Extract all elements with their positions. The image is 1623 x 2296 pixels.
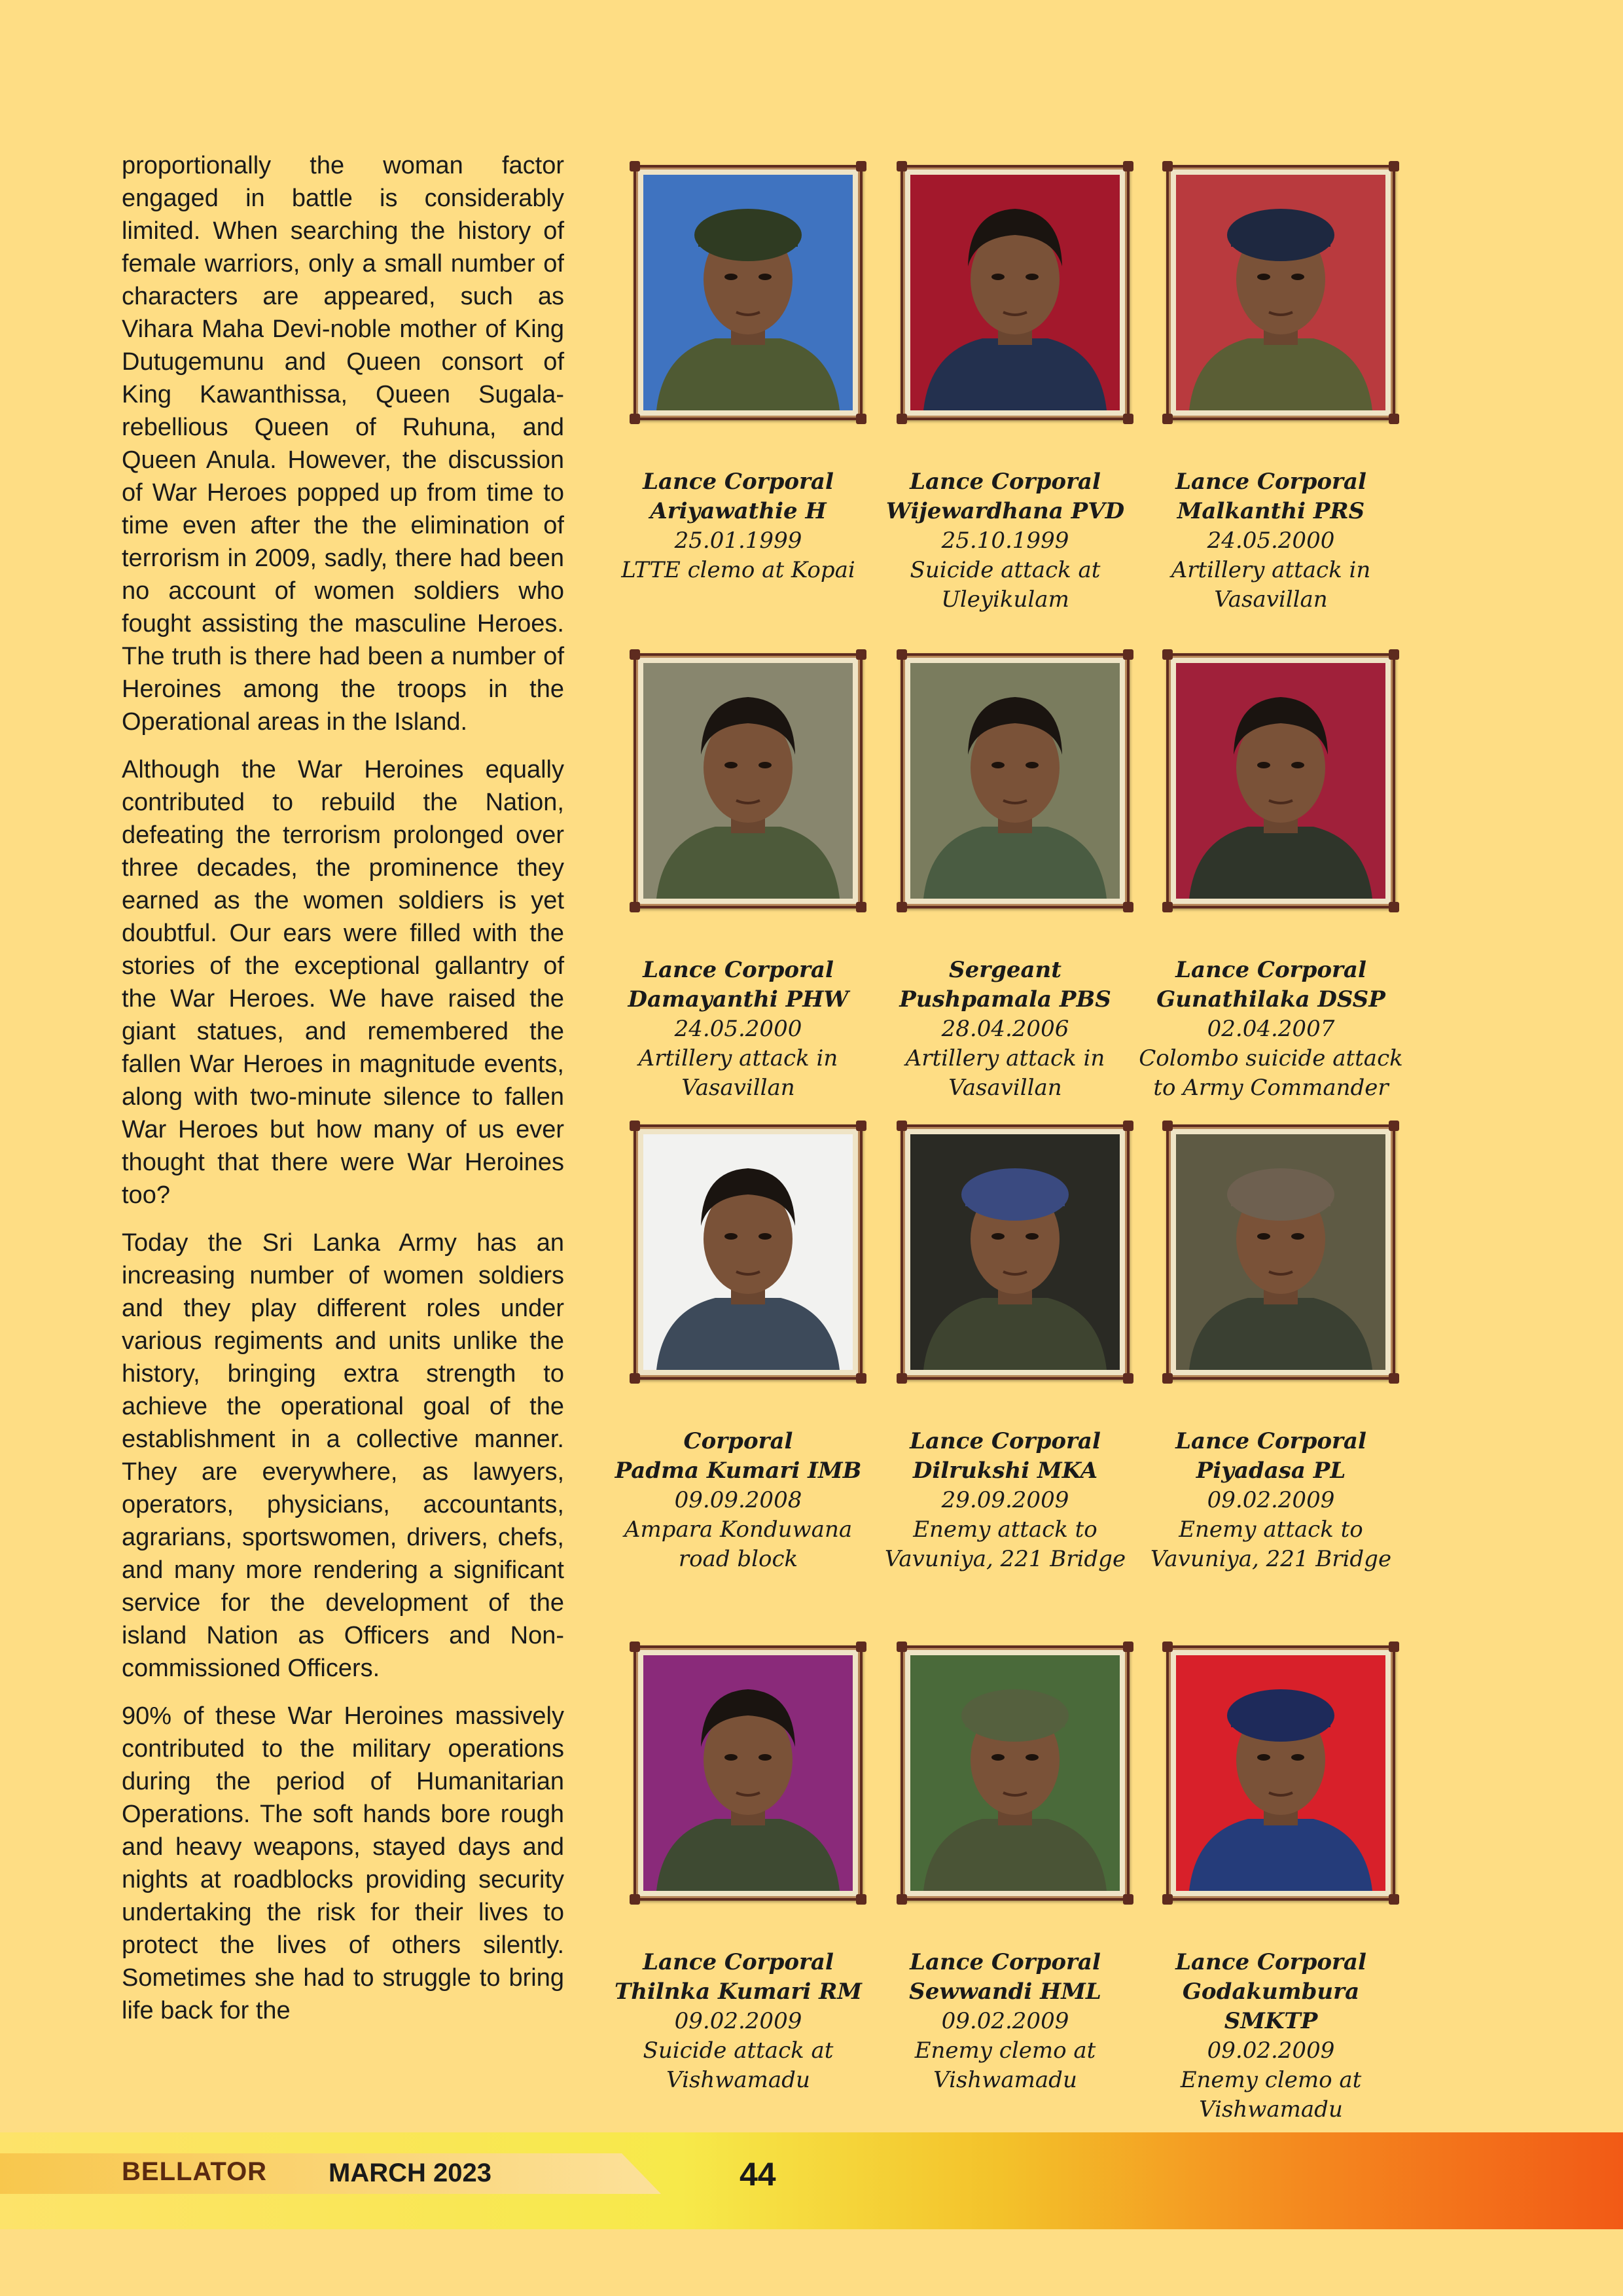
portrait-frame [1166,1645,1395,1901]
heroine-event: LTTE clemo at Kopai [621,557,855,583]
heroine-rank: Lance Corporal [910,1949,1101,1975]
article-paragraph: 90% of these War Heroines massively contributed to the military operations during the period of Humanitarian Operations. The soft hands bore rough and heavy weapons, stayed days and nights at roadblocks providing security undertaking the risk for their lives to protect the lives of others silently. Sometimes she had to struggle to bring life back for the [122,1702,564,2024]
article-paragraph: Today the Sri Lanka Army has an increasing number of women soldiers and they play different roles under various regiments and units unlike the history, bringing extra strength to achieve the operational goal of the establishment in a collective manner. They are everywhere, as lawyers, operators, physicians, accountants, agrarians, sportswomen, drivers, chefs, and many more rendering a significant service for the development of the island Nation as Officers and Non-commissioned Officers. [122,1229,564,1682]
frame-corner [856,161,866,171]
frame-corner [1123,649,1133,660]
portrait-frame [901,1645,1130,1901]
heroine-rank: Corporal [683,1428,793,1454]
page-number: 44 [740,2156,776,2193]
frame-corner [1123,1121,1133,1131]
portrait-photo [910,175,1120,410]
heroine-date: 29.09.2009 [941,1487,1069,1513]
heroine-event: Ampara Konduwana road block [624,1516,853,1572]
heroine-name: Damayanthi PHW [628,986,849,1013]
heroine-name: Dilrukshi MKA [912,1458,1098,1484]
article-paragraph: proportionally the woman factor engaged in battle is considerably limited. When searching the history of female warriors, only a small number of characters are appeared, such as Vihara Maha Devi-noble mother of King Dutugemunu and Queen consort of King Kawanthissa, Queen Sugala- rebellious Queen of Ruhuna, and Queen Anula. However, the discussion of War Heroes popped up from time to time even after the the elimination of terrorism in 2009, sadly, there had been no account of women soldiers who fought assisting the masculine Heroes. The truth is there had been a number of Heroines among the troops in the Operational areas in the Island. [122,152,564,736]
heroine-caption [1137,1427,1405,1574]
portrait-photo [643,1655,853,1891]
heroine-date: 02.04.2007 [1207,1016,1335,1042]
heroine-event: Enemy clemo at Vishwamadu [1180,2067,1362,2123]
portrait-photo [1176,663,1385,899]
heroine-caption [604,1948,872,2095]
frame-corner [1123,1641,1133,1652]
frame-corner [897,1894,907,1905]
heroine-rank: Lance Corporal [1175,957,1366,983]
portrait-frame [633,1124,863,1380]
heroine-name: Sewwandi HML [909,1979,1101,2005]
heroine-event: Suicide attack at Uleyikulam [910,557,1101,613]
portrait-frame [1166,165,1395,420]
portrait-frame [901,653,1130,908]
portrait-photo [643,1134,853,1370]
portrait-photo [910,1134,1120,1370]
article-body [122,149,564,2042]
frame-corner [630,1894,640,1905]
article-paragraph: Although the War Heroines equally contributed to rebuild the Nation, defeating the terrorism prolonged over three decades, the prominence they earned as the women soldiers is yet doubtful. Our ears were filled with the stories of the exceptional gallantry of the War Heroes. We have raised the giant statues, and remembered the fallen War Heroes in magnitude events, along with two-minute silence to fallen War Heroes but how many of us ever thought that there were War Heroines too? [122,756,564,1209]
heroine-caption [604,467,872,585]
heroine-caption [871,956,1139,1103]
frame-corner [630,902,640,912]
heroine-rank: Lance Corporal [910,469,1101,495]
heroine-caption [871,1427,1139,1574]
frame-corner [897,1373,907,1384]
portrait-frame [901,165,1130,420]
heroine-event: Colombo suicide attack to Army Commander [1139,1045,1403,1101]
frame-corner [1389,1641,1399,1652]
heroine-caption [871,1948,1139,2095]
heroine-name: Thilnka Kumari RM [614,1979,863,2005]
portrait-frame [633,1645,863,1901]
frame-corner [1123,161,1133,171]
heroine-date: 09.02.2009 [674,2008,802,2034]
frame-corner [630,1373,640,1384]
frame-corner [856,1121,866,1131]
frame-corner [1162,1894,1173,1905]
heroine-event: Artillery attack in Vasavillan [1171,557,1371,613]
heroine-date: 09.09.2008 [674,1487,802,1513]
heroine-rank: Lance Corporal [643,957,834,983]
heroine-rank: Lance Corporal [1175,1949,1366,1975]
heroine-date: 24.05.2000 [1207,528,1335,554]
heroine-caption [1137,956,1405,1103]
heroine-caption [1137,467,1405,615]
heroine-rank: Sergeant [949,957,1061,983]
heroine-rank: Lance Corporal [643,1949,834,1975]
portrait-photo [910,1655,1120,1891]
heroine-date: 25.01.1999 [674,528,802,554]
heroine-caption [1137,1948,1405,2125]
heroine-caption [871,467,1139,615]
frame-corner [1162,902,1173,912]
frame-corner [856,1641,866,1652]
portrait-photo [910,663,1120,899]
frame-corner [1389,161,1399,171]
frame-corner [1389,1121,1399,1131]
heroine-event: Suicide attack at Vishwamadu [643,2037,834,2093]
heroine-name: Gunathilaka DSSP [1156,986,1385,1013]
heroine-event: Enemy clemo at Vishwamadu [914,2037,1096,2093]
heroine-rank: Lance Corporal [1175,1428,1366,1454]
portrait-photo [1176,1655,1385,1891]
portrait-frame [633,653,863,908]
frame-corner [897,902,907,912]
frame-corner [1389,649,1399,660]
heroine-event: Artillery attack in Vasavillan [905,1045,1105,1101]
heroine-name: Godakumbura SMKTP [1182,1979,1360,2034]
heroine-date: 28.04.2006 [941,1016,1069,1042]
heroine-date: 24.05.2000 [674,1016,802,1042]
heroine-date: 25.10.1999 [941,528,1069,554]
heroine-name: Malkanthi PRS [1177,498,1365,524]
heroine-name: Ariyawathie H [650,498,827,524]
frame-corner [1162,414,1173,424]
page-footer [0,2132,1623,2229]
heroine-name: Pushpamala PBS [899,986,1111,1013]
portrait-photo [1176,1134,1385,1370]
frame-corner [1162,1373,1173,1384]
heroine-event: Enemy attack to Vavuniya, 221 Bridge [884,1516,1126,1572]
portrait-photo [643,663,853,899]
portrait-frame [633,165,863,420]
portrait-frame [901,1124,1130,1380]
frame-corner [630,414,640,424]
heroine-caption [604,1427,872,1574]
heroine-rank: Lance Corporal [643,469,834,495]
portrait-frame [1166,653,1395,908]
portrait-frame [1166,1124,1395,1380]
heroine-name: Piyadasa PL [1196,1458,1346,1484]
heroine-date: 09.02.2009 [1207,1487,1335,1513]
heroine-date: 09.02.2009 [941,2008,1069,2034]
heroine-event: Artillery attack in Vasavillan [638,1045,838,1101]
heroine-caption [604,956,872,1103]
issue-date: MARCH 2023 [329,2159,491,2187]
heroine-name: Wijewardhana PVD [885,498,1125,524]
frame-corner [856,649,866,660]
heroine-event: Enemy attack to Vavuniya, 221 Bridge [1150,1516,1392,1572]
heroine-rank: Lance Corporal [910,1428,1101,1454]
portrait-photo [1176,175,1385,410]
portrait-photo [643,175,853,410]
frame-corner [897,414,907,424]
heroine-rank: Lance Corporal [1175,469,1366,495]
heroine-date: 09.02.2009 [1207,2037,1335,2064]
heroine-name: Padma Kumari IMB [615,1458,862,1484]
publication-name: BELLATOR [122,2157,268,2186]
